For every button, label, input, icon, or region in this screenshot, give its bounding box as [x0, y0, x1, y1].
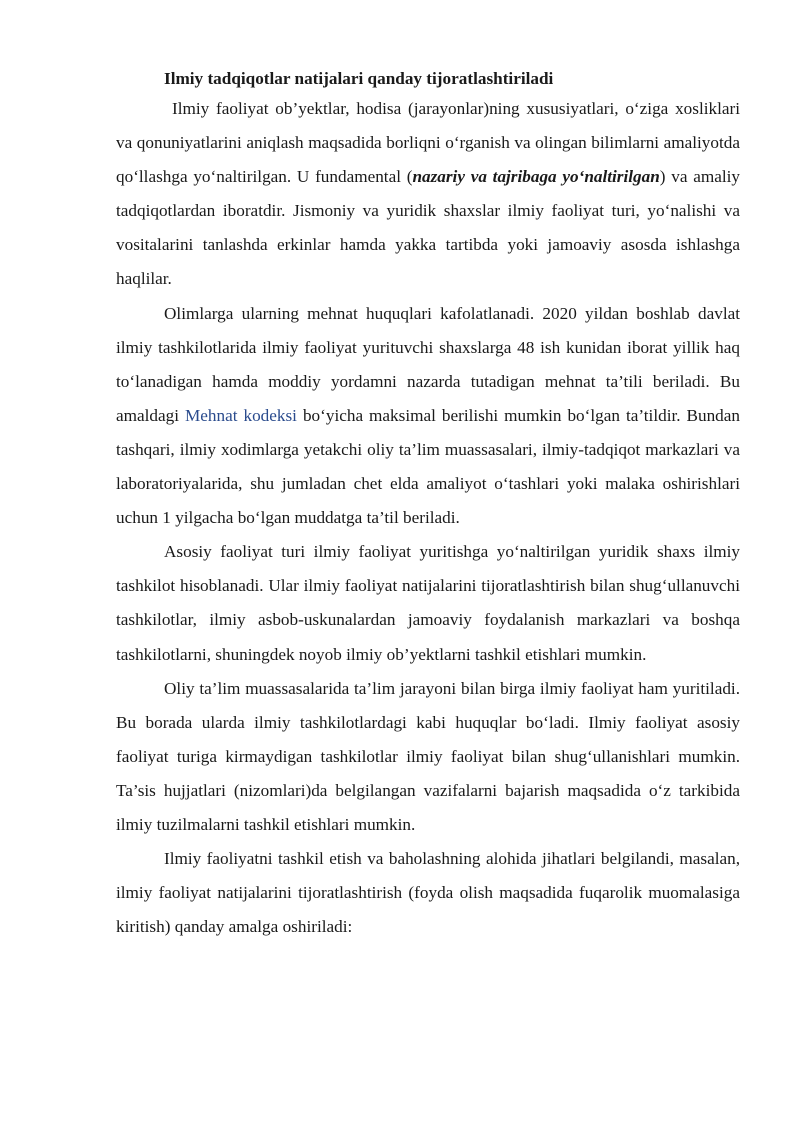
paragraph-1-text-a: Ilmiy faoliyat ob’yektlar, hodisa (jarayonlar)ning xususiyatlari, o‘ziga xosliklari va qonuniyatlarini aniqlash maqsadida borliqni o‘rganish va olingan bilimlarni amaliyotda qo‘llashga yo‘naltirilgan. U fundamental ( — [116, 99, 740, 187]
paragraph-1-emphasis: nazariy va tajribaga yo‘naltirilgan — [412, 167, 660, 187]
paragraph-1-text-b: ) va amaliy tadqiqotlardan iboratdir. Jismoniy va yuridik shaxslar ilmiy faoliyat turi, yo‘nalishi va vositalarini tanlashda erkinlar hamda yakka tartibda yoki jamoaviy asosda ishlashga haqlilar. — [116, 167, 740, 289]
paragraph-2-text-a: Olimlarga ularning mehnat huquqlari kafolatlanadi. 2020 yildan boshlab davlat ilmiy tashkilotlarida ilmiy faoliyat yurituvchi shaxslarga 48 ish kunidan iborat yillik haq to‘lanadigan hamda moddiy yordamni nazarda tutadigan mehnat ta’tili beriladi. Bu amaldagi — [116, 303, 740, 425]
paragraph-2-text-b: bo‘yicha maksimal berilishi mumkin bo‘lgan ta’tildir. Bundan tashqari, ilmiy xodimlarga yetakchi oliy ta’lim muassasalari, ilmiy-tadqiqot markazlari va laboratoriyalarida, shu jumladan chet elda amaliyot o‘tashlari yoki malaka oshirishlari uchun 1 yilgacha bo‘lgan muddatga ta’til beriladi. — [116, 405, 740, 528]
paragraph-3: Asosiy faoliyat turi ilmiy faoliyat yuritishga yo‘naltirilgan yuridik shaxs ilmiy tashkilot hisoblanadi. Ular ilmiy faoliyat natijalarini tijoratlashtirish bilan shug‘ullanuvchi tashkilotlar, ilmiy asbob-uskunalardan jamoaviy foydalanish markazlari va boshqa tashkilotlarni, shuningdek noyob ilmiy ob’yektlarni tashkil etishlari mumkin. — [116, 542, 740, 664]
paragraph-1 — [116, 92, 740, 297]
paragraph-2 — [116, 297, 740, 536]
paragraph-5: Ilmiy faoliyatni tashkil etish va baholashning alohida jihatlari belgilandi, masalan, ilmiy faoliyat natijalarini tijoratlashtirish (foyda olish maqsadida fuqarolik muomalasiga kiritish) qanday amalga oshiriladi: — [116, 849, 740, 937]
document-page — [116, 62, 740, 944]
paragraph-4: Oliy ta’lim muassasalarida ta’lim jarayoni bilan birga ilmiy faoliyat ham yuritiladi. Bu borada ularda ilmiy tashkilotlardagi kabi huquqlar bo‘ladi. Ilmiy faoliyat asosiy faoliyat turiga kirmaydigan tashkilotlar ilmiy faoliyat bilan shug‘ullanishlari mumkin. Ta’sis hujjatlari (nizomlari)da belgilangan vazifalarni bajarish maqsadida o‘z tarkibida ilmiy tuzilmalarni tashkil etishlari mumkin. — [116, 678, 740, 834]
mehnat-kodeksi-link[interactable]: Mehnat kodeksi — [184, 405, 297, 425]
section-heading: Ilmiy tadqiqotlar natijalari qanday tijoratlashtiriladi — [164, 69, 554, 88]
